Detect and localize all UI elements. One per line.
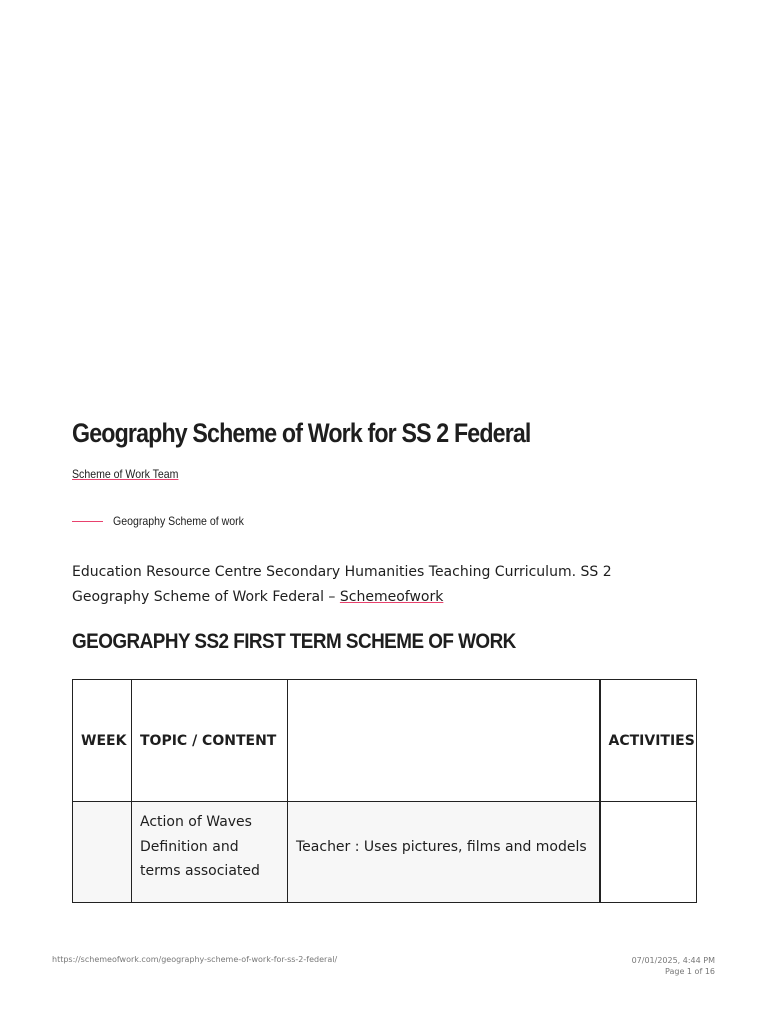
table-header-row [73, 680, 697, 802]
intro-paragraph [72, 560, 672, 610]
category-label[interactable]: Geography Scheme of work [113, 514, 244, 528]
cell-week [73, 802, 132, 903]
header-week: WEEK [73, 680, 132, 802]
cell-details: Teacher : Uses pictures, films and models [288, 802, 600, 903]
table-row [73, 802, 697, 903]
intro-text: Education Resource Centre Secondary Humanities Teaching Curriculum. SS 2 Geography Scheme of Work Federal – [72, 564, 612, 605]
header-topic: TOPIC / CONTENT [132, 680, 288, 802]
category-divider [72, 521, 103, 522]
cell-activities [600, 802, 697, 903]
page-title: Geography Scheme of Work for SS 2 Federal [72, 418, 531, 448]
scheme-table [72, 679, 697, 903]
footer-meta [632, 955, 715, 977]
footer-datetime: 07/01/2025, 4:44 PM [631, 956, 715, 965]
header-blank [288, 680, 600, 802]
author-link[interactable]: Scheme of Work Team [72, 467, 179, 481]
schemeofwork-link[interactable]: Schemeofwork [339, 589, 444, 605]
header-activities: ACTIVITIES [600, 680, 697, 802]
footer-page-number: Page 1 of 16 [665, 967, 715, 976]
scheme-table-container [72, 679, 712, 906]
section-heading: GEOGRAPHY SS2 FIRST TERM SCHEME OF WORK [72, 630, 516, 653]
footer-url: https://schemeofwork.com/geography-scheme-of-work-for-ss-2-federal/ [52, 955, 338, 964]
cell-topic: Action of Waves Definition and terms associated [132, 802, 288, 903]
